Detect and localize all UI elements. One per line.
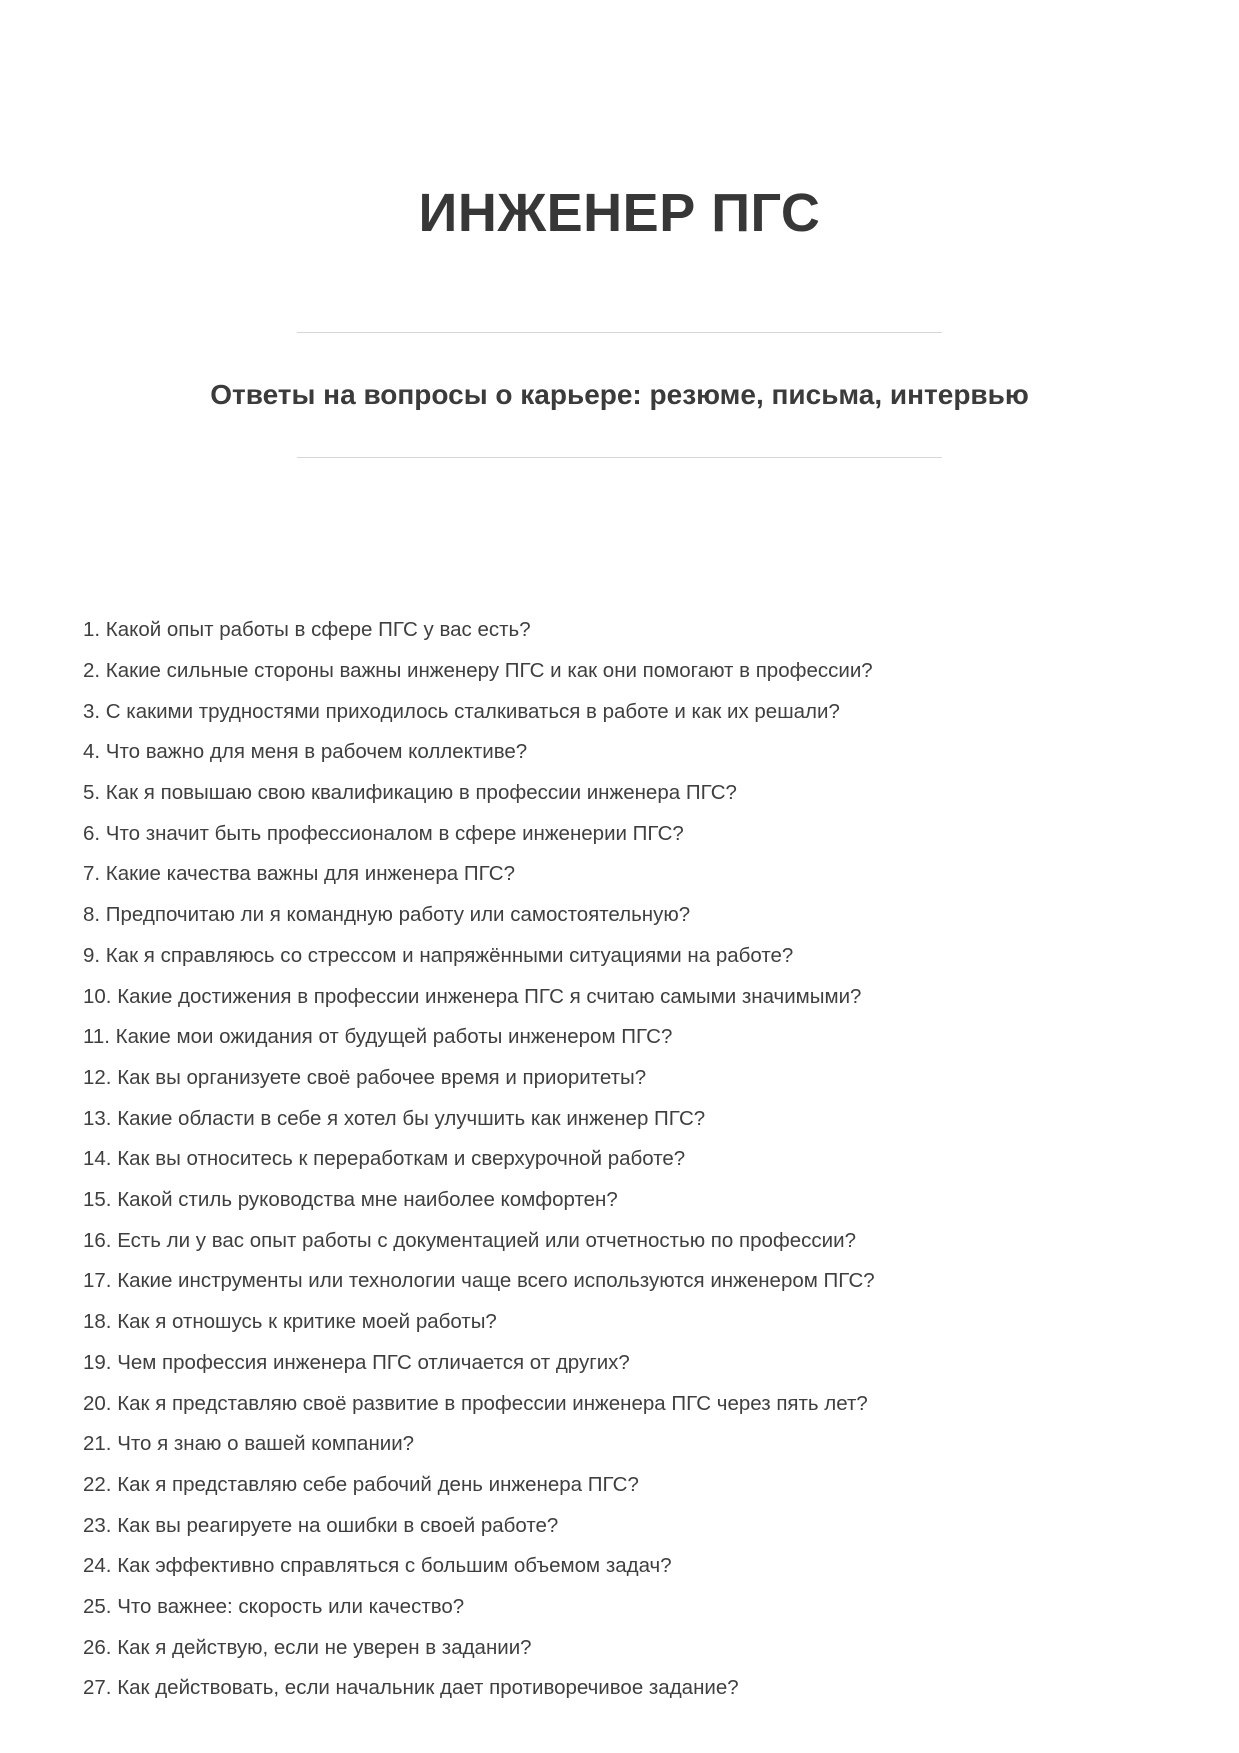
question-item: 3. С какими трудностями приходилось сталкиваться в работе и как их решали? (83, 699, 840, 723)
question-item: 15. Какой стиль руководства мне наиболее комфортен? (83, 1188, 618, 1212)
question-item: 21. Что я знаю о вашей компании? (83, 1432, 415, 1456)
question-item: 11. Какие мои ожидания от будущей работы инженером ПГС? (83, 1025, 673, 1049)
page-subtitle: Ответы на вопросы о карьере: резюме, письма, интервью (210, 379, 1029, 410)
page-title: ИНЖЕНЕР ПГС (418, 183, 821, 243)
question-item: 26. Как я действую, если не уверен в задании? (83, 1635, 532, 1659)
question-item: 5. Как я повышаю свою квалификацию в профессии инженера ПГС? (83, 781, 737, 804)
question-item: 18. Как я отношусь к критике моей работы? (83, 1310, 497, 1334)
question-item: 13. Какие области в себе я хотел бы улучшить как инженер ПГС? (83, 1106, 706, 1130)
question-item: 6. Что значит быть профессионалом в сфере инженерии ПГС? (83, 821, 684, 845)
question-item: 16. Есть ли у вас опыт работы с документацией или отчетностью по профессии? (83, 1228, 856, 1252)
question-item: 24. Как эффективно справляться с большим объемом задач? (83, 1554, 672, 1578)
divider-line-bottom (297, 457, 942, 458)
question-item: 22. Как я представляю себе рабочий день инженера ПГС? (83, 1472, 639, 1496)
question-item: 25. Что важнее: скорость или качество? (83, 1595, 465, 1619)
question-item: 23. Как вы реагируете на ошибки в своей работе? (83, 1513, 559, 1537)
question-item: 1. Какой опыт работы в сфере ПГС у вас есть? (83, 618, 531, 642)
question-item: 20. Как я представляю своё развитие в профессии инженера ПГС через пять лет? (83, 1391, 868, 1415)
question-item: 9. Как я справляюсь со стрессом и напряжёнными ситуациями на работе? (83, 943, 794, 967)
question-item: 10. Какие достижения в профессии инженера ПГС я считаю самыми значимыми? (83, 984, 862, 1008)
question-item: 27. Как действовать, если начальник дает противоречивое задание? (83, 1676, 739, 1700)
question-item: 17. Какие инструменты или технологии чаще всего используются инженером ПГС? (83, 1269, 875, 1293)
question-item: 19. Чем профессия инженера ПГС отличается от других? (83, 1350, 630, 1374)
question-list (0, 610, 1239, 1709)
question-item: 12. Как вы организуете своё рабочее время и приоритеты? (83, 1065, 647, 1089)
question-item: 14. Как вы относитесь к переработкам и сверхурочной работе? (83, 1147, 686, 1171)
question-item: 7. Какие качества важны для инженера ПГС? (83, 862, 515, 886)
divider-line-top (297, 332, 942, 333)
question-item: 2. Какие сильные стороны важны инженеру ПГС и как они помогают в профессии? (83, 658, 873, 682)
question-item: 4. Что важно для меня в рабочем коллективе? (83, 740, 528, 764)
question-item: 8. Предпочитаю ли я командную работу или самостоятельную? (83, 903, 691, 927)
